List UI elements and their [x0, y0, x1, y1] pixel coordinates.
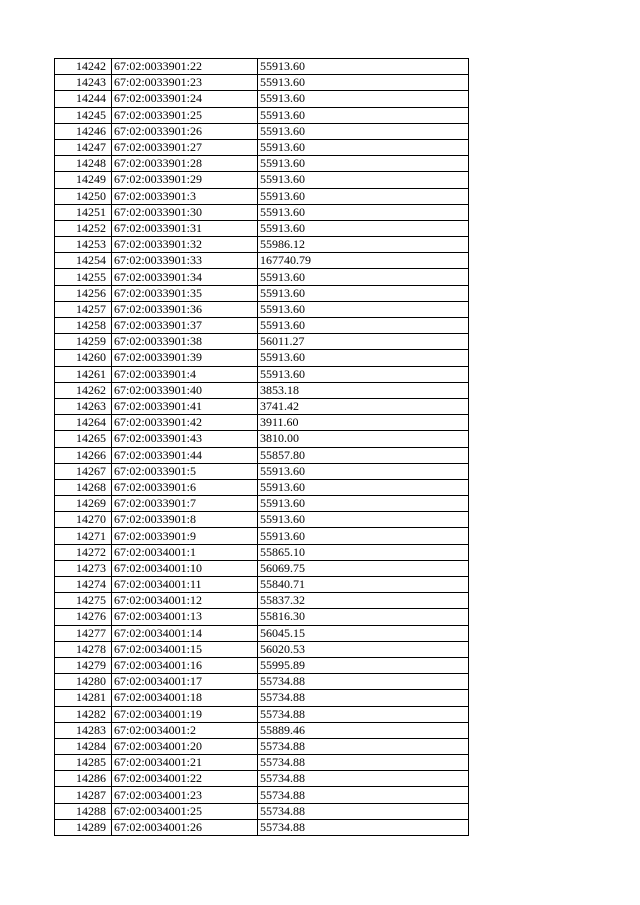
cadastral-id-cell: 67:02:0034001:18 — [112, 690, 258, 706]
cadastral-id-cell: 67:02:0033901:27 — [112, 139, 258, 155]
row-number-cell: 14276 — [55, 609, 112, 625]
cadastral-id-cell: 67:02:0034001:14 — [112, 625, 258, 641]
value-cell: 55734.88 — [258, 690, 469, 706]
row-number-cell: 14284 — [55, 738, 112, 754]
value-cell: 55913.60 — [258, 528, 469, 544]
table-row — [55, 479, 469, 495]
row-number-cell: 14288 — [55, 803, 112, 819]
table-row — [55, 204, 469, 220]
table-row — [55, 787, 469, 803]
table-row — [55, 657, 469, 673]
cadastral-id-cell: 67:02:0033901:34 — [112, 269, 258, 285]
value-cell: 167740.79 — [258, 253, 469, 269]
table-row — [55, 366, 469, 382]
table-row — [55, 593, 469, 609]
table-row — [55, 447, 469, 463]
cadastral-id-cell: 67:02:0033901:43 — [112, 431, 258, 447]
row-number-cell: 14275 — [55, 593, 112, 609]
table-row — [55, 560, 469, 576]
row-number-cell: 14262 — [55, 382, 112, 398]
value-cell: 55913.60 — [258, 366, 469, 382]
row-number-cell: 14256 — [55, 285, 112, 301]
row-number-cell: 14273 — [55, 560, 112, 576]
cadastral-id-cell: 67:02:0034001:23 — [112, 787, 258, 803]
value-cell: 55913.60 — [258, 479, 469, 495]
value-cell: 55913.60 — [258, 139, 469, 155]
table-row — [55, 625, 469, 641]
row-number-cell: 14242 — [55, 59, 112, 75]
row-number-cell: 14274 — [55, 577, 112, 593]
table-row — [55, 544, 469, 560]
cadastral-id-cell: 67:02:0034001:13 — [112, 609, 258, 625]
table-row — [55, 382, 469, 398]
value-cell: 55865.10 — [258, 544, 469, 560]
value-cell: 55913.60 — [258, 107, 469, 123]
cadastral-id-cell: 67:02:0033901:26 — [112, 123, 258, 139]
row-number-cell: 14247 — [55, 139, 112, 155]
cadastral-id-cell: 67:02:0033901:38 — [112, 334, 258, 350]
row-number-cell: 14243 — [55, 75, 112, 91]
cadastral-id-cell: 67:02:0033901:22 — [112, 59, 258, 75]
cadastral-id-cell: 67:02:0034001:12 — [112, 593, 258, 609]
value-cell: 55734.88 — [258, 787, 469, 803]
cadastral-id-cell: 67:02:0033901:30 — [112, 204, 258, 220]
table-row — [55, 690, 469, 706]
table-row — [55, 156, 469, 172]
row-number-cell: 14261 — [55, 366, 112, 382]
value-cell: 55734.88 — [258, 674, 469, 690]
cadastral-id-cell: 67:02:0033901:24 — [112, 91, 258, 107]
row-number-cell: 14278 — [55, 641, 112, 657]
value-cell: 55837.32 — [258, 593, 469, 609]
value-cell: 3853.18 — [258, 382, 469, 398]
table-row — [55, 496, 469, 512]
cadastral-id-cell: 67:02:0034001:26 — [112, 819, 258, 835]
table-row — [55, 107, 469, 123]
table-row — [55, 318, 469, 334]
value-cell: 55913.60 — [258, 220, 469, 236]
cadastral-id-cell: 67:02:0034001:10 — [112, 560, 258, 576]
value-cell: 3911.60 — [258, 415, 469, 431]
value-cell: 55913.60 — [258, 123, 469, 139]
table-row — [55, 188, 469, 204]
cadastral-id-cell: 67:02:0034001:22 — [112, 771, 258, 787]
value-cell: 56045.15 — [258, 625, 469, 641]
table-row — [55, 463, 469, 479]
row-number-cell: 14255 — [55, 269, 112, 285]
cadastral-id-cell: 67:02:0034001:19 — [112, 706, 258, 722]
row-number-cell: 14249 — [55, 172, 112, 188]
row-number-cell: 14266 — [55, 447, 112, 463]
row-number-cell: 14248 — [55, 156, 112, 172]
table-row — [55, 512, 469, 528]
table-row — [55, 641, 469, 657]
row-number-cell: 14269 — [55, 496, 112, 512]
cadastral-id-cell: 67:02:0033901:3 — [112, 188, 258, 204]
value-cell: 55913.60 — [258, 285, 469, 301]
value-cell: 55857.80 — [258, 447, 469, 463]
value-cell: 55913.60 — [258, 75, 469, 91]
row-number-cell: 14253 — [55, 237, 112, 253]
value-cell: 55913.60 — [258, 59, 469, 75]
value-cell: 55913.60 — [258, 350, 469, 366]
table-row — [55, 172, 469, 188]
table-row — [55, 123, 469, 139]
table-row — [55, 75, 469, 91]
row-number-cell: 14285 — [55, 755, 112, 771]
cadastral-id-cell: 67:02:0033901:5 — [112, 463, 258, 479]
cadastral-id-cell: 67:02:0034001:21 — [112, 755, 258, 771]
value-cell: 55986.12 — [258, 237, 469, 253]
row-number-cell: 14268 — [55, 479, 112, 495]
row-number-cell: 14259 — [55, 334, 112, 350]
table-row — [55, 398, 469, 414]
value-cell: 55913.60 — [258, 318, 469, 334]
row-number-cell: 14264 — [55, 415, 112, 431]
value-cell: 55913.60 — [258, 496, 469, 512]
value-cell: 3741.42 — [258, 398, 469, 414]
row-number-cell: 14260 — [55, 350, 112, 366]
cadastral-id-cell: 67:02:0034001:1 — [112, 544, 258, 560]
value-cell: 3810.00 — [258, 431, 469, 447]
row-number-cell: 14265 — [55, 431, 112, 447]
cadastral-id-cell: 67:02:0034001:11 — [112, 577, 258, 593]
value-cell: 55995.89 — [258, 657, 469, 673]
cadastral-id-cell: 67:02:0033901:7 — [112, 496, 258, 512]
row-number-cell: 14258 — [55, 318, 112, 334]
table-row — [55, 577, 469, 593]
row-number-cell: 14283 — [55, 722, 112, 738]
cadastral-id-cell: 67:02:0033901:36 — [112, 301, 258, 317]
table-row — [55, 301, 469, 317]
value-cell: 56011.27 — [258, 334, 469, 350]
cadastral-id-cell: 67:02:0033901:32 — [112, 237, 258, 253]
cadastral-id-cell: 67:02:0033901:37 — [112, 318, 258, 334]
row-number-cell: 14245 — [55, 107, 112, 123]
table-row — [55, 59, 469, 75]
row-number-cell: 14289 — [55, 819, 112, 835]
cadastral-id-cell: 67:02:0033901:44 — [112, 447, 258, 463]
row-number-cell: 14282 — [55, 706, 112, 722]
table-row — [55, 819, 469, 835]
table-row — [55, 755, 469, 771]
row-number-cell: 14280 — [55, 674, 112, 690]
table-row — [55, 609, 469, 625]
value-cell: 55913.60 — [258, 269, 469, 285]
cadastral-id-cell: 67:02:0033901:39 — [112, 350, 258, 366]
table-row — [55, 139, 469, 155]
table-row — [55, 285, 469, 301]
table-row — [55, 253, 469, 269]
table-row — [55, 237, 469, 253]
value-cell: 56069.75 — [258, 560, 469, 576]
row-number-cell: 14244 — [55, 91, 112, 107]
cadastral-id-cell: 67:02:0034001:2 — [112, 722, 258, 738]
value-cell: 55913.60 — [258, 91, 469, 107]
cadastral-id-cell: 67:02:0033901:41 — [112, 398, 258, 414]
cadastral-id-cell: 67:02:0033901:4 — [112, 366, 258, 382]
table-row — [55, 334, 469, 350]
cadastral-id-cell: 67:02:0034001:16 — [112, 657, 258, 673]
row-number-cell: 14277 — [55, 625, 112, 641]
data-table — [54, 58, 469, 836]
table-row — [55, 528, 469, 544]
table-row — [55, 350, 469, 366]
cadastral-id-cell: 67:02:0033901:42 — [112, 415, 258, 431]
value-cell: 55913.60 — [258, 512, 469, 528]
row-number-cell: 14250 — [55, 188, 112, 204]
row-number-cell: 14281 — [55, 690, 112, 706]
table-row — [55, 771, 469, 787]
value-cell: 55913.60 — [258, 463, 469, 479]
table-row — [55, 803, 469, 819]
row-number-cell: 14254 — [55, 253, 112, 269]
value-cell: 56020.53 — [258, 641, 469, 657]
row-number-cell: 14271 — [55, 528, 112, 544]
value-cell: 55734.88 — [258, 738, 469, 754]
value-cell: 55913.60 — [258, 172, 469, 188]
cadastral-id-cell: 67:02:0033901:6 — [112, 479, 258, 495]
row-number-cell: 14252 — [55, 220, 112, 236]
row-number-cell: 14257 — [55, 301, 112, 317]
table-body — [55, 59, 469, 836]
table-row — [55, 415, 469, 431]
table-row — [55, 431, 469, 447]
value-cell: 55913.60 — [258, 204, 469, 220]
row-number-cell: 14246 — [55, 123, 112, 139]
value-cell: 55734.88 — [258, 803, 469, 819]
table-row — [55, 220, 469, 236]
cadastral-id-cell: 67:02:0034001:17 — [112, 674, 258, 690]
value-cell: 55840.71 — [258, 577, 469, 593]
cadastral-id-cell: 67:02:0033901:9 — [112, 528, 258, 544]
cadastral-id-cell: 67:02:0033901:28 — [112, 156, 258, 172]
row-number-cell: 14279 — [55, 657, 112, 673]
table-row — [55, 706, 469, 722]
cadastral-id-cell: 67:02:0034001:15 — [112, 641, 258, 657]
row-number-cell: 14267 — [55, 463, 112, 479]
table-row — [55, 674, 469, 690]
cadastral-id-cell: 67:02:0034001:25 — [112, 803, 258, 819]
cadastral-id-cell: 67:02:0033901:33 — [112, 253, 258, 269]
table-row — [55, 91, 469, 107]
row-number-cell: 14272 — [55, 544, 112, 560]
table-row — [55, 738, 469, 754]
row-number-cell: 14251 — [55, 204, 112, 220]
value-cell: 55889.46 — [258, 722, 469, 738]
value-cell: 55913.60 — [258, 188, 469, 204]
value-cell: 55734.88 — [258, 755, 469, 771]
cadastral-id-cell: 67:02:0033901:40 — [112, 382, 258, 398]
cadastral-id-cell: 67:02:0034001:20 — [112, 738, 258, 754]
table-row — [55, 269, 469, 285]
row-number-cell: 14270 — [55, 512, 112, 528]
row-number-cell: 14263 — [55, 398, 112, 414]
table-row — [55, 722, 469, 738]
cadastral-id-cell: 67:02:0033901:29 — [112, 172, 258, 188]
cadastral-id-cell: 67:02:0033901:31 — [112, 220, 258, 236]
value-cell: 55913.60 — [258, 301, 469, 317]
cadastral-id-cell: 67:02:0033901:8 — [112, 512, 258, 528]
value-cell: 55913.60 — [258, 156, 469, 172]
cadastral-id-cell: 67:02:0033901:25 — [112, 107, 258, 123]
row-number-cell: 14287 — [55, 787, 112, 803]
value-cell: 55734.88 — [258, 771, 469, 787]
value-cell: 55734.88 — [258, 706, 469, 722]
cadastral-id-cell: 67:02:0033901:23 — [112, 75, 258, 91]
value-cell: 55734.88 — [258, 819, 469, 835]
row-number-cell: 14286 — [55, 771, 112, 787]
cadastral-id-cell: 67:02:0033901:35 — [112, 285, 258, 301]
value-cell: 55816.30 — [258, 609, 469, 625]
